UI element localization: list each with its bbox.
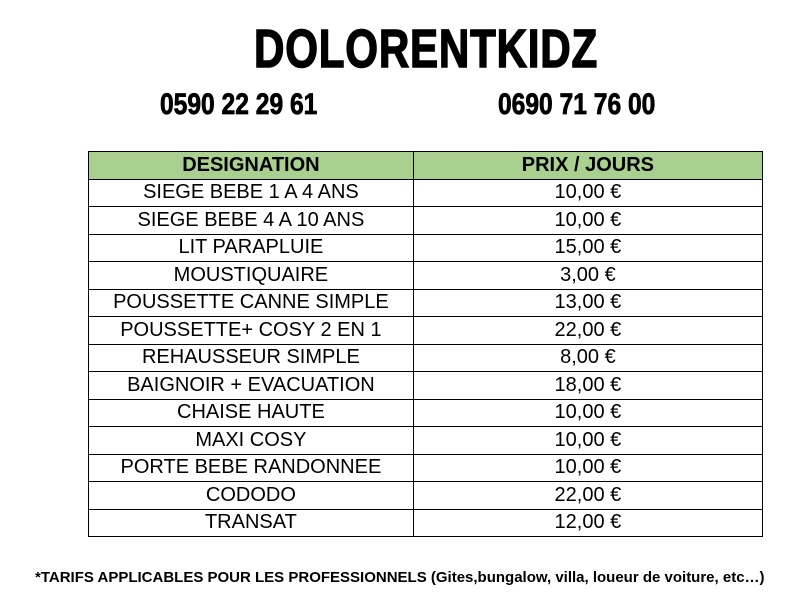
table-row — [89, 399, 763, 427]
item-designation: CODODO — [89, 482, 414, 510]
item-price: 13,00 € — [413, 289, 762, 317]
item-designation: REHAUSSEUR SIMPLE — [89, 344, 414, 372]
item-designation: BAIGNOIR + EVACUATION — [89, 372, 414, 400]
item-price: 12,00 € — [413, 509, 762, 537]
item-price: 10,00 € — [413, 454, 762, 482]
table-row — [89, 207, 763, 235]
item-designation: LIT PARAPLUIE — [89, 234, 414, 262]
table-row — [89, 482, 763, 510]
item-price: 22,00 € — [413, 317, 762, 345]
item-price: 10,00 € — [413, 179, 762, 207]
item-price: 15,00 € — [413, 234, 762, 262]
item-designation: POUSSETTE+ COSY 2 EN 1 — [89, 317, 414, 345]
table-row — [89, 427, 763, 455]
table-row — [89, 179, 763, 207]
item-designation: POUSSETTE CANNE SIMPLE — [89, 289, 414, 317]
item-price: 3,00 € — [413, 262, 762, 290]
item-designation: PORTE BEBE RANDONNEE — [89, 454, 414, 482]
table-row — [89, 372, 763, 400]
item-price: 18,00 € — [413, 372, 762, 400]
item-price: 8,00 € — [413, 344, 762, 372]
price-table — [88, 151, 763, 537]
table-row — [89, 454, 763, 482]
table-row — [89, 344, 763, 372]
table-header-row — [89, 152, 763, 180]
column-header-designation: DESIGNATION — [89, 152, 414, 180]
footnote: *TARIFS APPLICABLES POUR LES PROFESSIONNELS (Gites,bungalow, villa, loueur de voiture, etc…) — [35, 569, 765, 586]
item-designation: SIEGE BEBE 4 A 10 ANS — [89, 207, 414, 235]
item-price: 10,00 € — [413, 207, 762, 235]
table-row — [89, 317, 763, 345]
table-row — [89, 262, 763, 290]
item-designation: MAXI COSY — [89, 427, 414, 455]
table-row — [89, 509, 763, 537]
item-price: 10,00 € — [413, 427, 762, 455]
table-row — [89, 289, 763, 317]
column-header-price: PRIX / JOURS — [413, 152, 762, 180]
item-designation: CHAISE HAUTE — [89, 399, 414, 427]
item-designation: SIEGE BEBE 1 A 4 ANS — [89, 179, 414, 207]
phone-number-landline: 0590 22 29 61 — [160, 88, 318, 121]
item-price: 10,00 € — [413, 399, 762, 427]
item-price: 22,00 € — [413, 482, 762, 510]
item-designation: TRANSAT — [89, 509, 414, 537]
table-row — [89, 234, 763, 262]
page-title: DOLORENTKIDZ — [254, 19, 598, 79]
phone-number-mobile: 0690 71 76 00 — [498, 88, 656, 121]
item-designation: MOUSTIQUAIRE — [89, 262, 414, 290]
